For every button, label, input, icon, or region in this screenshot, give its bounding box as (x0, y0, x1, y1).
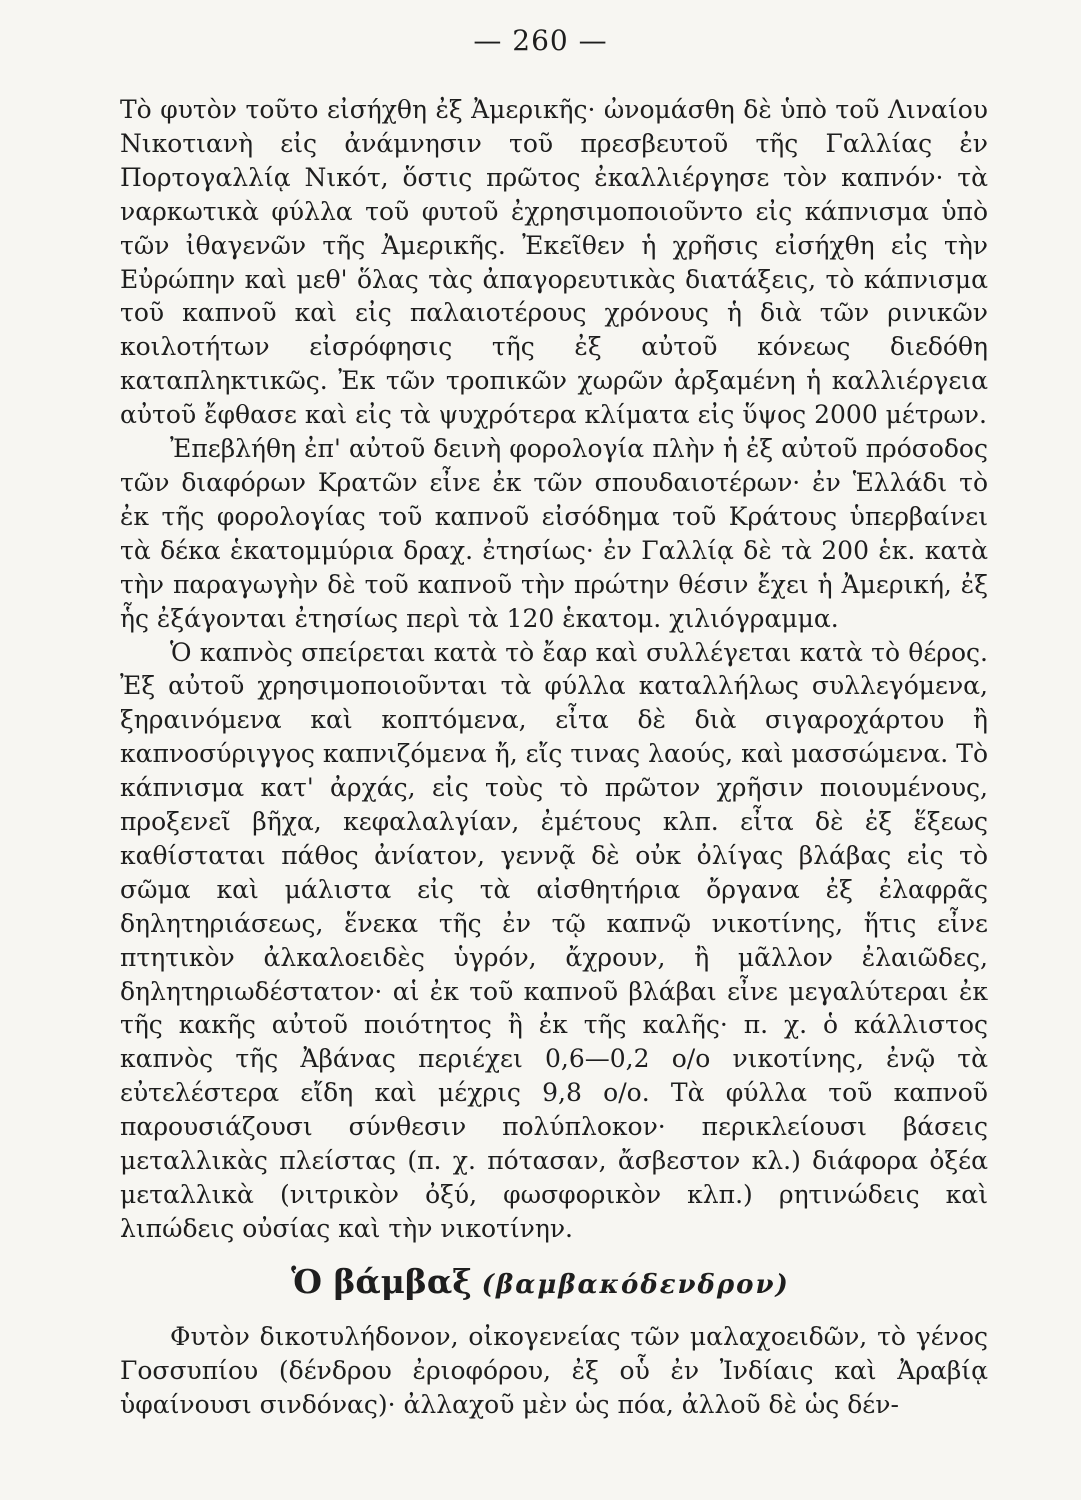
section-subtitle: (βαμβακόδενδρον) (481, 1270, 790, 1300)
body-text-bottom (120, 1320, 988, 1422)
paragraph-cotton: Φυτὸν δικοτυλήδονον, οἰκογενείας τῶν μαλαχοειδῶν, τὸ γένος Γοσσυπίου (δένδρου ἐριοφόρου, ἐξ οὗ ἐν Ἰνδίαις καὶ Ἀραβίᾳ ὑφαίνουσι σινδόνας)· ἀλλαχοῦ μὲν ὡς πόα, ἀλλοῦ δὲ ὡς δέν- (120, 1322, 988, 1419)
paragraph-tobacco-use: Ὁ καπνὸς σπείρεται κατὰ τὸ ἔαρ καὶ συλλέγεται κατὰ τὸ θέρος. Ἐξ αὐτοῦ χρησιμοποιοῦνται τὰ φύλλα καταλλήλως συλλεγόμενα, ξηραινόμενα καὶ κοπτόμενα, εἶτα δὲ διὰ σιγαροχάρτου ἢ καπνοσύριγγος καπνιζόμενα ἤ, εἴς τινας λαούς, καὶ μασσώμενα. Τὸ κάπνισμα κατ' ἀρχάς, εἰς τοὺς τὸ πρῶτον χρῆσιν ποιουμένους, προξενεῖ βῆχα, κεφαλαλγίαν, ἐμέτους κλπ. εἶτα δὲ ἐξ ἕξεως καθίσταται πάθος ἀνίατον, γεννᾷ δὲ οὐκ ὀλίγας βλάβας εἰς τὸ σῶμα καὶ μάλιστα εἰς τὰ αἰσθητήρια ὄργανα ἐξ ἐλαφρᾶς δηλητηριάσεως, ἕνεκα τῆς ἐν τῷ καπνῷ νικοτίνης, ἥτις εἶνε πτητικὸν ἀλκαλοειδὲς ὑγρόν, ἄχρουν, ἢ μᾶλλον ἐλαιῶδες, δηλητηριωδέστατον· αἱ ἐκ τοῦ καπνοῦ βλάβαι εἶνε μεγαλύτεραι ἐκ τῆς κακῆς αὐτοῦ ποιότητος ἢ ἐκ τῆς καλῆς· π. χ. ὁ κάλλιστος καπνὸς τῆς Ἀβάνας περιέχει 0,6—0,2 ο/ο νικοτίνης, ἐνῷ τὰ εὐτελέστερα εἴδη καὶ μέχρις 9,8 ο/ο. Τὰ φύλλα τοῦ καπνοῦ παρουσιάζουσι σύνθεσιν πολύπλοκον· περικλείουσι βάσεις μεταλλικὰς πλείστας (π. χ. πότασαν, ἄσβεστον κλ.) διάφορα ὀξέα μεταλλικὰ (νιτρικὸν ὀξύ, φωσφορικὸν κλπ.) ρητινώδεις καὶ λιπώδεις οὐσίας καὶ τὴν νικοτίνην. (120, 637, 988, 1243)
body-text-top (120, 93, 988, 1246)
paragraph-tobacco-origin: Τὸ φυτὸν τοῦτο εἰσήχθη ἐξ Ἀμερικῆς· ὠνομάσθη δὲ ὑπὸ τοῦ Λιναίου Νικοτιανὴ εἰς ἀνάμνησιν τοῦ πρεσβευτοῦ τῆς Γαλλίας ἐν Πορτογαλλίᾳ Νικότ, ὅστις πρῶτος ἐκαλλιέργησε τὸν καπνόν· τὰ ναρκωτικὰ φύλλα τοῦ φυτοῦ ἐχρησιμοποιοῦντο εἰς κάπνισμα ὑπὸ τῶν ἰθαγενῶν τῆς Ἀμερικῆς. Ἐκεῖθεν ἡ χρῆσις εἰσήχθη εἰς τὴν Εὐρώπην καὶ μεθ' ὅλας τὰς ἀπαγορευτικὰς διατάξεις, τὸ κάπνισμα τοῦ καπνοῦ καὶ εἰς παλαιοτέρους χρόνους ἡ διὰ τῶν ρινικῶν κοιλοτήτων εἰσρόφησις τῆς ἐξ αὐτοῦ κόνεως διεδόθη καταπληκτικῶς. Ἐκ τῶν τροπικῶν χωρῶν ἀρξαμένη ἡ καλλιέργεια αὐτοῦ ἔφθασε καὶ εἰς τὰ ψυχρότερα κλίματα εἰς ὕψος 2000 μέτρων. (120, 95, 988, 430)
page-number: — 260 — (473, 24, 608, 57)
paragraph-tobacco-taxation: Ἐπεβλήθη ἐπ' αὐτοῦ δεινὴ φορολογία πλὴν ἡ ἐξ αὐτοῦ πρόσοδος τῶν διαφόρων Κρατῶν εἶνε ἐκ τῶν σπουδαιοτέρων· ἐν Ἑλλάδι τὸ ἐκ τῆς φορολογίας τοῦ καπνοῦ εἰσόδημα τοῦ Κράτους ὑπερβαίνει τὰ δέκα ἑκατομμύρια δραχ. ἐτησίως· ἐν Γαλλίᾳ δὲ τὰ 200 ἑκ. κατὰ τὴν παραγωγὴν δὲ τοῦ καπνοῦ τὴν πρώτην θέσιν ἔχει ἡ Ἀμερική, ἐξ ἧς ἐξάγονται ἐτησίως περὶ τὰ 120 ἑκατομ. χιλιόγραμμα. (120, 434, 988, 633)
section-title: Ὁ βάμβαξ (291, 1262, 472, 1301)
section-heading (0, 1262, 1081, 1301)
